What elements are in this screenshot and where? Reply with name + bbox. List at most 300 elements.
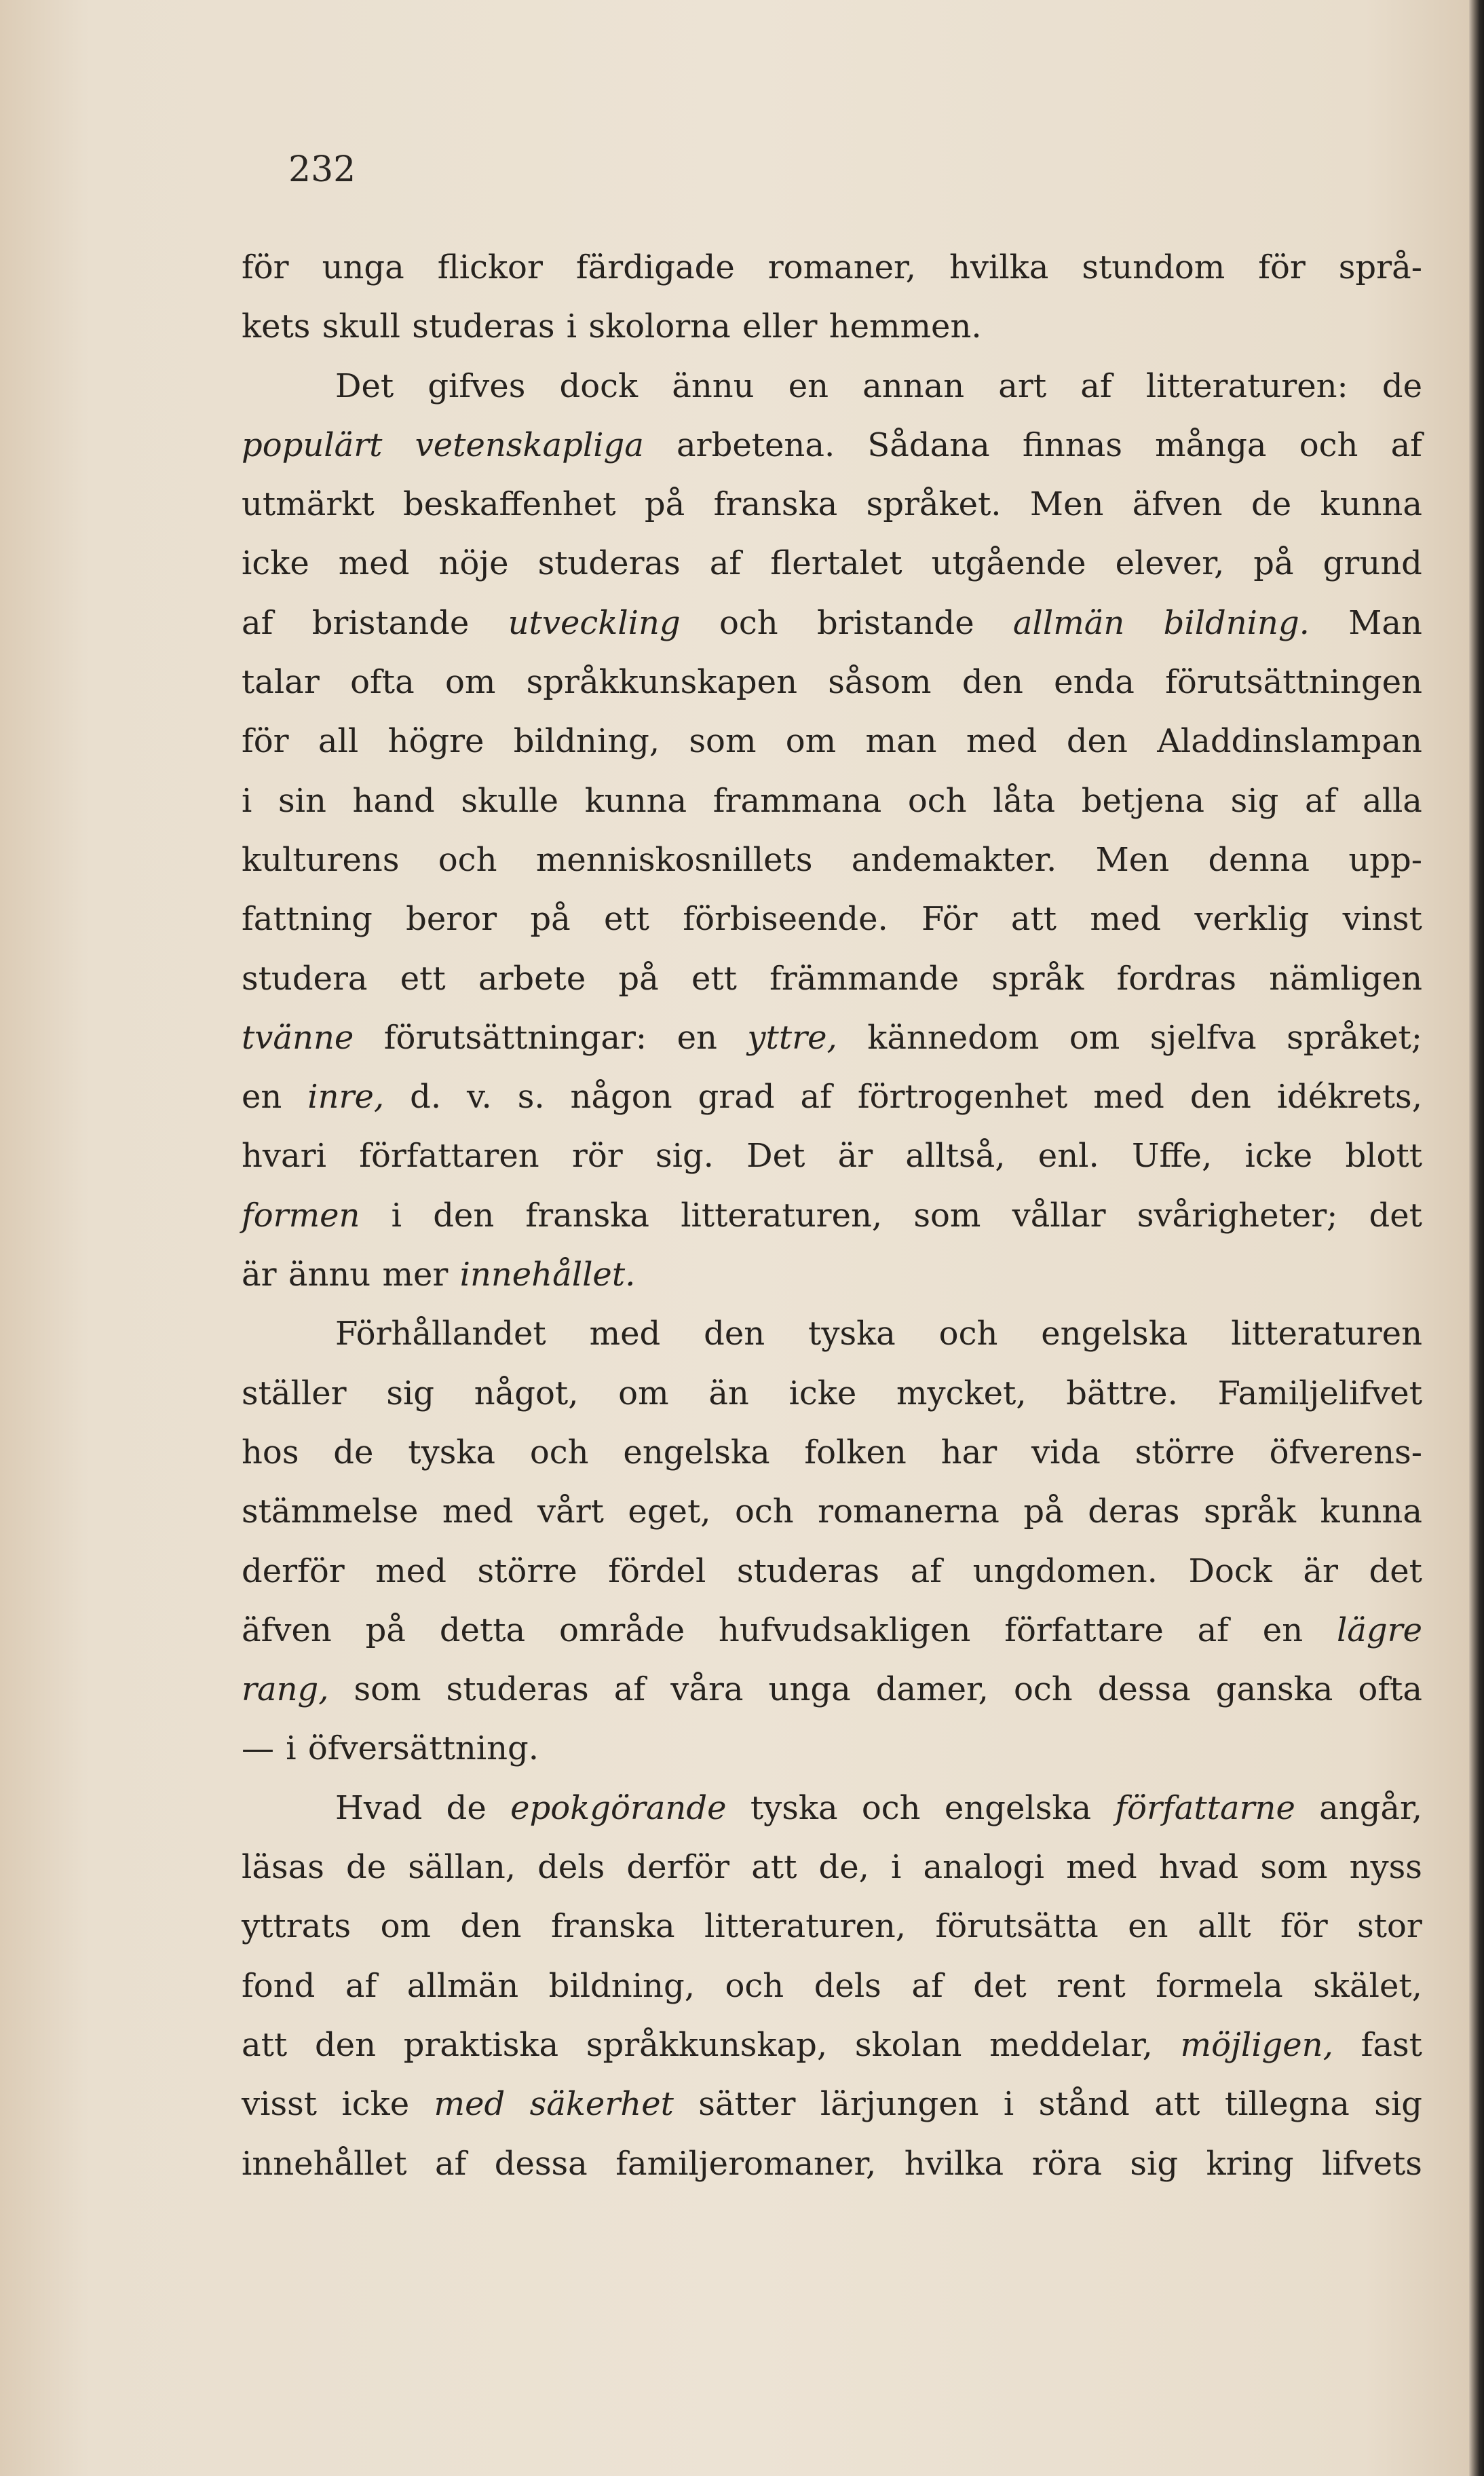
word: om [1069,1018,1120,1057]
word: i [391,1196,402,1235]
text-line [242,831,1422,890]
word: det [1369,1196,1422,1235]
word: på [1023,1493,1064,1531]
word: stor [1357,1907,1422,1946]
word: studera [242,959,368,998]
word: Sådana [867,426,990,464]
word: tyska [750,1788,838,1827]
word: elever, [1115,544,1225,583]
word: skolorna [588,307,731,346]
word: meddelar, [989,2025,1153,2064]
word: dels [814,1966,881,2005]
word: af [910,1552,943,1590]
word: större [477,1552,577,1590]
text-line [242,2075,1422,2134]
word: förutsätta [935,1907,1099,1946]
word: af [1304,781,1337,820]
word: Det [335,367,394,405]
word: ett [604,900,650,939]
word: kunna [1320,1493,1422,1531]
text-line [242,1601,1422,1660]
word: rent [1057,1966,1126,2005]
word: mer [382,1256,449,1294]
word: fast [1361,2025,1422,2064]
word: grund [1323,544,1422,583]
word: beskaffenhet [403,485,616,524]
text-line [242,1897,1422,1956]
word: främmande [769,959,959,998]
word: s. [517,1078,545,1117]
word: ett [400,959,446,998]
word: stundom [1082,248,1225,286]
italic-word: innehållet. [459,1256,636,1294]
text-line [242,1009,1422,1068]
text-line [242,1305,1422,1364]
word: och [719,603,778,642]
word: stämmelse [242,1493,419,1531]
word: icke [242,544,309,583]
text-line [242,1245,1422,1305]
text-line [242,1068,1422,1127]
word: bildning, [513,722,660,761]
word: af [800,1078,832,1117]
text-line [242,534,1422,593]
italic-word: yttre, [747,1018,837,1057]
word: kunna [1320,485,1422,524]
word: Men [1095,840,1170,879]
word: dels [537,1848,605,1887]
word: engelska [944,1788,1092,1827]
word: af [1390,426,1422,464]
text-line [242,1127,1422,1186]
word: deras [1088,1493,1180,1531]
text-line [242,1719,1422,1778]
word: utgående [931,544,1086,583]
word: ungdomen. [972,1552,1158,1590]
text-line [242,416,1422,475]
text-line [242,1542,1422,1601]
word: i [242,781,252,820]
word: analogi [923,1848,1044,1887]
word: hvilka [949,248,1049,286]
word: enda [1054,663,1135,702]
word: med [1093,1078,1164,1117]
word: att [242,2025,288,2064]
word: är [837,1137,873,1176]
word: språk [991,959,1084,998]
word: än [708,1374,749,1412]
word: v. [467,1078,492,1117]
word: kring [1206,2144,1294,2183]
word: den [314,2025,376,2064]
word: har [940,1433,997,1471]
word: arbete [478,959,586,998]
text-line [242,712,1422,771]
word: verklig [1194,900,1310,939]
word: skälet, [1313,1966,1422,2005]
word: lärjungen [820,2085,979,2124]
text-line [242,1957,1422,2016]
word: folken [804,1433,907,1471]
word: på [530,900,571,939]
word: det [1369,1552,1422,1590]
word: läsas [242,1848,324,1887]
word: färdigade [575,248,735,286]
word: en [1128,1907,1168,1946]
word: sin [278,781,326,820]
word: hvilka [904,2144,1004,2183]
text-line [242,1364,1422,1423]
word: en [242,1078,282,1117]
word: med [338,544,410,583]
word: af [911,1966,943,2005]
text-line [242,1838,1422,1897]
italic-word: allmän [1012,603,1125,642]
word: sätter [698,2085,796,2124]
word: fördel [608,1552,706,1590]
word: någon [570,1078,672,1117]
word: skulle [461,781,559,820]
word: hos [242,1433,299,1471]
page-binding-edge [1469,0,1484,2476]
word: derför [242,1552,345,1590]
word: sig [1230,781,1279,820]
word: sig. [655,1137,714,1176]
word: skull [322,307,401,346]
word: den [1190,1078,1251,1117]
word: Man [1348,603,1422,642]
word: och [907,781,967,820]
word: i [1003,2085,1014,2124]
word: vårt [537,1493,604,1531]
word: bildning, [548,1966,695,2005]
word: förtrogenhet [857,1078,1068,1117]
italic-word: formen [242,1196,360,1235]
word: de [1382,367,1422,405]
word: engelska [623,1433,770,1471]
word: fond [242,1966,316,2005]
word: språkkunskap, [586,2025,828,2064]
word: studeras [446,1670,589,1709]
word: icke [1244,1137,1313,1176]
word: kets [242,307,311,346]
word: att [751,1848,797,1887]
word: på [618,959,659,998]
word: öfversättning. [307,1729,539,1768]
word: som [689,722,757,761]
word: hvad [1158,1848,1239,1887]
word: såsom [828,663,932,702]
word: talar [242,663,320,702]
word: Men [1029,485,1104,524]
word: är [1303,1552,1338,1590]
text-line [242,2135,1422,2194]
word: nämligen [1269,959,1422,998]
word: på [1253,544,1294,583]
word: unga [322,248,404,286]
word: med [1066,1848,1137,1887]
word: att [1154,2085,1200,2124]
italic-word: möjligen, [1180,2025,1333,2064]
word: arbetena. [677,426,835,464]
word: damer, [875,1670,989,1709]
word: För [921,900,978,939]
word: med [375,1552,446,1590]
word: utmärkt [242,485,375,524]
word: Familjelifvet [1217,1374,1422,1412]
word: fattning [242,900,373,939]
word: litteraturen: [1145,367,1348,405]
italic-word: rang, [242,1670,329,1709]
word: kunna [584,781,687,820]
word: alla [1362,781,1422,820]
word: med [1090,900,1162,939]
word: större [1135,1433,1235,1471]
word: det [973,1966,1027,2005]
word: Hvad [335,1788,423,1827]
word: studeras [537,544,681,583]
word: dessa [1097,1670,1191,1709]
word: derför [626,1848,730,1887]
text-line [242,594,1422,653]
word: Uffe, [1131,1137,1213,1176]
italic-word: författarne [1115,1788,1295,1827]
word: och [529,1433,589,1471]
word: allmän [406,1966,519,2005]
word: romaner, [767,248,916,286]
word: annan [862,367,965,405]
body-text [242,238,1422,2194]
word: i [891,1848,902,1887]
word: rör [571,1137,623,1176]
word: denna [1208,840,1310,879]
word: många [1155,426,1267,464]
word: våra [670,1670,744,1709]
text-line [242,1186,1422,1245]
word: gifves [427,367,526,405]
italic-word: med [434,2085,506,2124]
word: om [785,722,837,761]
word: förbiseende. [683,900,888,939]
word: franska [551,1907,675,1946]
word: språket; [1287,1018,1422,1057]
word: litteraturen, [681,1196,883,1235]
word: frammana [712,781,882,820]
word: af [709,544,742,583]
word: unga [768,1670,851,1709]
word: detta [439,1611,526,1649]
word: af [613,1670,646,1709]
word: mycket, [896,1374,1027,1412]
word: på [644,485,685,524]
word: Det [746,1137,805,1176]
word: af [434,2144,467,2183]
word: den [704,1315,765,1353]
text-line [242,950,1422,1009]
word: den [962,663,1023,702]
word: enl. [1038,1137,1099,1176]
word: författare [1004,1611,1164,1649]
word: om [618,1374,669,1412]
word: en [788,367,829,405]
word: vida [1031,1433,1101,1471]
word: nyss [1349,1848,1422,1887]
word: att [1010,900,1057,939]
word: eller [742,307,818,346]
word: språk [1204,1493,1297,1531]
word: de [345,1848,387,1887]
word: litteraturen [1231,1315,1422,1353]
word: med [966,722,1038,761]
word: Förhållandet [335,1315,546,1353]
word: franska [525,1196,649,1235]
word: område [558,1611,685,1649]
italic-word: epokgörande [510,1788,727,1827]
word: yttrats [242,1907,351,1946]
word: grad [698,1078,775,1117]
word: och [1299,426,1358,464]
word: franska [713,485,838,524]
word: sig [1374,2085,1422,2124]
word: studeras [736,1552,880,1590]
word: och [1013,1670,1073,1709]
word: och [725,1966,784,2005]
word: upp- [1348,840,1422,879]
italic-word: vetenskapliga [415,426,644,464]
word: idékrets, [1276,1078,1422,1117]
word: icke [341,2085,410,2124]
word: allt [1197,1907,1251,1946]
word: hvari [242,1137,326,1176]
word: ganska [1215,1670,1333,1709]
word: af [242,603,273,642]
word: låta [993,781,1056,820]
word: författaren [359,1137,539,1176]
word: förutsättningar: [383,1018,647,1057]
italic-word: bildning. [1163,603,1310,642]
word: sjelfva [1149,1018,1257,1057]
word: alltså, [905,1137,1006,1176]
word: Dock [1188,1552,1272,1590]
word: lifvets [1322,2144,1422,2183]
word: ännu [672,367,755,405]
text-line [242,297,1422,356]
word: d. [410,1078,442,1117]
word: vinst [1342,900,1422,939]
word: sig [386,1374,435,1412]
word: blott [1345,1137,1422,1176]
word: med [442,1493,514,1531]
word: en [1262,1611,1304,1649]
word: betjena [1081,781,1204,820]
word: menniskosnillets [535,840,813,879]
word: engelska [1041,1315,1188,1353]
italic-word: tvänne [242,1018,354,1057]
word: öfverens- [1269,1433,1422,1471]
word: är [242,1256,277,1294]
word: hufvudsakligen [718,1611,971,1649]
word: af [345,1966,377,2005]
word: af [1080,367,1112,405]
word: familjeromaner, [615,2144,877,2183]
word: tyska [408,1433,496,1471]
word: med [589,1315,661,1353]
word: hemmen. [829,307,982,346]
word: visst [242,2085,318,2124]
word: och [734,1493,794,1531]
word: de [333,1433,374,1471]
word: tyska [808,1315,896,1353]
word: tillegna [1224,2085,1350,2124]
word: förutsättningen [1165,663,1422,702]
word: äfven [1132,485,1223,524]
word: den [433,1196,495,1235]
word: sig [1130,2144,1179,2183]
text-line [242,772,1422,831]
word: eget, [628,1493,711,1531]
text-line [242,357,1422,416]
word: studeras [412,307,555,346]
word: och [861,1788,921,1827]
word: röra [1031,2144,1102,2183]
word: ett [691,959,737,998]
word: bristande [311,603,470,642]
word: innehållet [242,2144,407,2183]
word: de, [818,1848,869,1887]
word: beror [406,900,497,939]
italic-word: utveckling [508,603,681,642]
word: för [1258,248,1306,286]
word: och [438,840,497,879]
word: på [365,1611,406,1649]
word: som [913,1196,981,1235]
word: sällan, [408,1848,516,1887]
word: fordras [1116,959,1237,998]
word: art [998,367,1047,405]
word: vållar [1012,1196,1106,1235]
word: angår, [1319,1788,1422,1827]
word: kulturens [242,840,400,879]
word: som [1260,1848,1328,1887]
word: praktiska [403,2025,559,2064]
word: för [242,722,289,761]
word: ofta [1358,1670,1422,1709]
text-line [242,1482,1422,1541]
word: för [1280,1907,1328,1946]
word: bättre. [1066,1374,1178,1412]
word: ställer [242,1374,347,1412]
word: skolan [854,2025,962,2064]
word: en [677,1018,717,1057]
word: stånd [1038,2085,1130,2124]
word: dock [559,367,639,405]
word: om [380,1907,432,1946]
word: Aladdinslampan [1157,722,1422,761]
word: de [1251,485,1292,524]
word: icke [788,1374,857,1412]
word: all [318,722,359,761]
word: för [242,248,289,286]
word: man [865,722,937,761]
word: litteraturen, [704,1907,907,1946]
page-number: 232 [288,149,356,190]
word: språkkunskapen [526,663,797,702]
word: svårigheter; [1137,1196,1338,1235]
word: dessa [494,2144,588,2183]
text-line [242,1660,1422,1719]
word: hand [352,781,435,820]
word: i [566,307,577,346]
